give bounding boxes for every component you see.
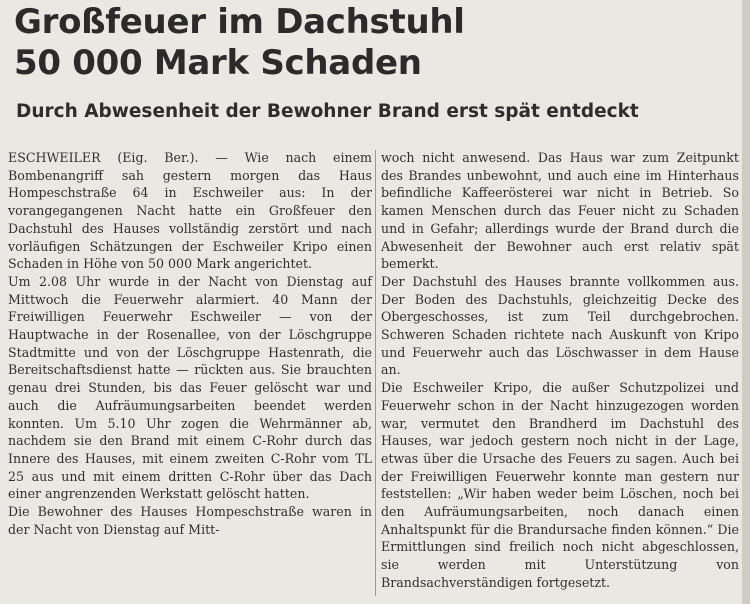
paragraph: ESCHWEILER (Eig. Ber.). — Wie nach einem Bombenangriff sah gestern morgen das Haus Hompeschstraße 64 in Eschweiler aus: In der vorangegangenen Nacht hatte ein Großfeuer den Dachstuhl des Hauses vollständig zerstört und nach vorläufigen Schätzungen der Eschweiler Kripo einen Schaden in Höhe von 50 000 Mark angerichtet. [8, 150, 372, 272]
paragraph: Die Bewohner des Hauses Hompeschstraße waren in der Nacht von Dienstag auf Mitt- [8, 504, 372, 537]
article-column-left [8, 149, 372, 538]
paragraph: woch nicht anwesend. Das Haus war zum Zeitpunkt des Brandes unbewohnt, und auch eine im Hinterhaus befindliche Kaffeerösterei war nicht in Betrieb. So kamen Menschen durch das Feuer nicht zu Schaden und in Gefahr; allerdings wurde der Brand durch die Abwesenheit der Bewohner auch erst relativ spät bemerkt. [381, 150, 739, 272]
article-column-right [381, 149, 739, 592]
paragraph: Um 2.08 Uhr wurde in der Nacht von Dienstag auf Mittwoch die Feuerwehr alarmiert. 40 Mann der Freiwilligen Feuerwehr Eschweiler — von der Hauptwache in der Rosenallee, von der Löschgruppe Stadtmitte und von der Löschgruppe Hastenrath, die Bereitschaftsdienst hatte — rückten aus. Sie brauchten genau drei Stunden, bis das Feuer gelöscht war und auch die Aufräumungsarbeiten beendet werden konnten. Um 5.10 Uhr zogen die Wehrmänner ab, nachdem sie den Brand mit einem C-Rohr durch das Innere des Hauses, mit einem zweiten C-Rohr vom TL 25 aus und mit einem dritten C-Rohr über das Dach einer angrenzenden Werkstatt gelöscht hatten. [8, 273, 372, 502]
headline-line-2: 50 000 Mark Schaden [14, 43, 422, 83]
headline-line-1: Großfeuer im Dachstuhl [14, 2, 465, 42]
page-edge [742, 0, 750, 604]
subheadline: Durch Abwesenheit der Bewohner Brand erst spät entdeckt [16, 101, 639, 122]
column-divider [375, 150, 376, 596]
paragraph: Der Dachstuhl des Hauses brannte vollkommen aus. Der Boden des Dachstuhls, gleichzeitig Decke des Obergeschosses, ist zum Teil durchgebrochen. Schweren Schaden richtete nach Auskunft von Kripo und Feuerwehr auch das Löschwasser in dem Hause an. [381, 273, 739, 378]
headline [14, 2, 734, 84]
paragraph: Die Eschweiler Kripo, die außer Schutzpolizei und Feuerwehr schon in der Nacht hinzugezogen worden war, vermutet den Brandherd im Dachstuhl des Hauses, war jedoch gestern noch nicht in der Lage, etwas über die Ursache des Feuers zu sagen. Auch bei der Freiwilligen Feuerwehr konnte man gestern nur feststellen: „Wir haben weder beim Löschen, noch bei den Aufräumungsarbeiten, noch danach einen Anhaltspunkt für die Brandursache finden können.“ Die Ermittlungen sind freilich noch nicht abgeschlossen, sie werden mit Unterstützung von Brandsachverständigen fortgesetzt. [381, 380, 739, 590]
